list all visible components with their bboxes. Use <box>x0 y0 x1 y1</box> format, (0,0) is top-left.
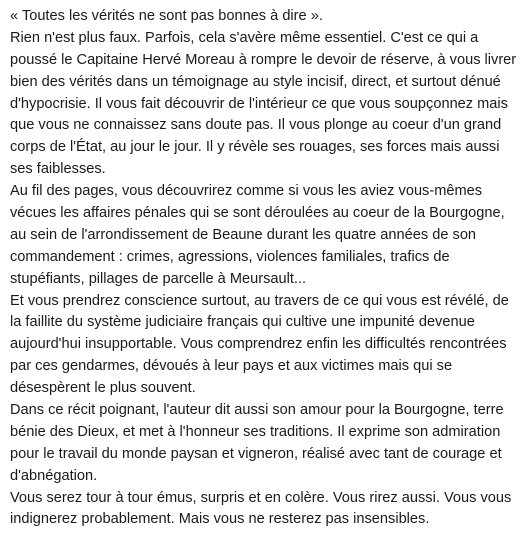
text-line: d'abnégation. <box>10 467 98 484</box>
paragraph-cases <box>10 181 528 290</box>
text-line: désespèrent le plus souvent. <box>10 380 196 397</box>
text-line: indignerez probablement. Mais vous ne resterez pas insensibles. <box>10 511 430 528</box>
text-line: Vous serez tour à tour émus, surpris et en colère. Vous rirez aussi. Vous vous <box>10 489 512 506</box>
text-line: Dans ce récit poignant, l'auteur dit aussi son amour pour la Bourgogne, terre <box>10 402 504 419</box>
paragraph-justice <box>10 291 528 400</box>
text-line: que vous ne connaissez sans doute pas. Il vous plonge au coeur d'un grand <box>10 117 502 134</box>
text-line: Au fil des pages, vous découvrirez comme si vous les aviez vous-mêmes <box>10 183 483 200</box>
text-line: ses faiblesses. <box>10 161 106 178</box>
text-line: bénie des Dieux, et met à l'honneur ses traditions. Il exprime son admiration <box>10 423 501 440</box>
document-body <box>10 6 528 531</box>
text-line: aujourd'hui insupportable. Vous comprendrez enfin les difficultés rencontrées <box>10 336 507 353</box>
text-line: poussé le Capitaine Hervé Moreau à rompre le devoir de réserve, à vous livrer <box>10 51 517 68</box>
text-line: au sein de l'arrondissement de Beaune durant les quatre années de son <box>10 226 477 243</box>
text-line: « Toutes les vérités ne sont pas bonnes à dire ». <box>10 8 323 24</box>
paragraph-bourgogne <box>10 400 528 488</box>
paragraph-quote <box>10 6 528 28</box>
text-line: d'hypocrisie. Il vous fait découvrir de l'intérieur ce que vous soupçonnez mais <box>10 95 508 112</box>
paragraph-conclusion <box>10 488 528 532</box>
text-line: stupéfiants, pillages de parcelle à Meursault... <box>10 270 307 287</box>
text-line: commandement : crimes, agressions, violences familiales, trafics de <box>10 248 450 265</box>
text-line: bien des vérités dans un témoignage au style incisif, direct, et surtout dénué <box>10 73 501 90</box>
text-line: pour le travail du monde paysan et vigneron, réalisé avec tant de courage et <box>10 445 502 462</box>
paragraph-intro <box>10 28 528 181</box>
text-line: Rien n'est plus faux. Parfois, cela s'avère même essentiel. C'est ce qui a <box>10 29 479 46</box>
text-line: par ces gendarmes, dévoués à leur pays et aux victimes mais qui se <box>10 358 453 375</box>
text-line: corps de l'État, au jour le jour. Il y révèle ses rouages, ses forces mais aussi <box>10 139 500 156</box>
text-line: la faillite du système judiciaire français qui cultive une impunité devenue <box>10 314 475 331</box>
text-line: vécues les affaires pénales qui se sont déroulées au coeur de la Bourgogne, <box>10 205 505 222</box>
text-line: Et vous prendrez conscience surtout, au travers de ce qui vous est révélé, de <box>10 292 509 309</box>
